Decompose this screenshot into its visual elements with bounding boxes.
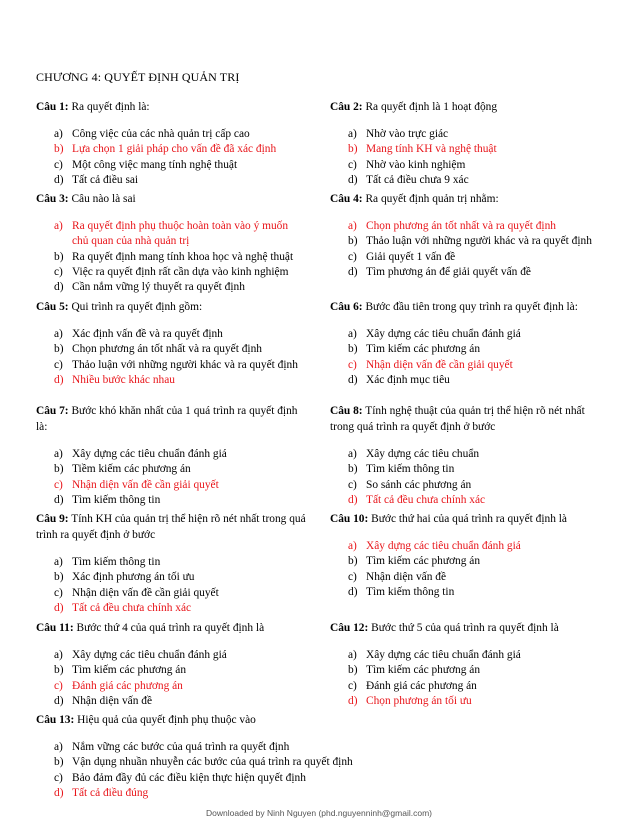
- option-text: Chọn phương án tốt nhất và ra quyết định: [366, 220, 556, 232]
- answer-option-correct: [330, 539, 600, 554]
- question-prompt: Tính nghệ thuật của quản trị thể hiện rõ nét nhất trong quá trình ra quyết định ở bước: [330, 405, 585, 433]
- option-text: Đánh giá các phương án: [72, 679, 183, 692]
- option-text: Một công việc mang tính nghệ thuật: [72, 158, 238, 171]
- option-letter: d): [348, 373, 358, 386]
- question-number: Câu 7:: [36, 405, 69, 417]
- option-letter: a): [348, 448, 357, 460]
- option-letter: d): [54, 786, 64, 799]
- answer-option: [36, 555, 306, 570]
- option-text: Tất cả đều chưa chính xác: [72, 601, 192, 614]
- option-letter: a): [348, 328, 357, 340]
- option-letter: d): [348, 694, 358, 707]
- answer-option: [36, 586, 306, 601]
- answer-option: [330, 158, 600, 173]
- option-letter: c): [54, 478, 63, 491]
- option-text: Tìm kiếm thông tin: [366, 585, 455, 598]
- option-letter: d): [54, 373, 64, 386]
- question-text: [330, 620, 600, 636]
- question-5: [36, 299, 306, 388]
- answer-option: [330, 663, 600, 678]
- question-prompt: Qui trình ra quyết định gồm:: [71, 301, 203, 313]
- question-text: [330, 191, 600, 207]
- question-prompt: Ra quyết định quản trị nhằm:: [365, 193, 499, 205]
- answer-option-correct: [36, 601, 306, 616]
- answer-option: [330, 462, 600, 477]
- question-number: Câu 10:: [330, 513, 369, 525]
- option-text: Xác định phương án tối ưu: [72, 571, 195, 584]
- question-number: Câu 2:: [330, 101, 363, 113]
- option-text: Thảo luận với những người khác và ra quyết định: [366, 235, 592, 248]
- option-letter: c): [348, 158, 357, 171]
- question-prompt: Bước khó khăn nhất của 1 quá trình ra quyết định là:: [36, 405, 298, 433]
- option-letter: c): [348, 570, 357, 583]
- option-letter: b): [348, 463, 358, 476]
- option-text: Công việc của các nhà quản trị cấp cao: [72, 128, 250, 140]
- answer-option: [36, 663, 306, 678]
- option-text: Nhờ vào trực giác: [366, 128, 449, 140]
- option-text: Xây dựng các tiêu chuẩn đánh giá: [366, 649, 521, 661]
- answer-option: [330, 342, 600, 357]
- option-letter: c): [348, 250, 357, 263]
- question-text: [330, 299, 600, 315]
- answer-option: [330, 127, 600, 142]
- question-text: [36, 299, 306, 315]
- answer-option-correct: [330, 358, 600, 373]
- answer-option: [330, 234, 600, 249]
- answer-option-correct: [36, 142, 306, 157]
- question-7: [36, 403, 306, 508]
- option-letter: a): [54, 448, 63, 460]
- option-text: Nhận diện vấn đề: [72, 694, 153, 707]
- question-prompt: Câu nào là sai: [71, 193, 136, 205]
- option-letter: b): [54, 250, 64, 263]
- answer-options: [36, 127, 306, 188]
- option-text: Ra quyết định phụ thuộc hoàn toàn vào ý muốn chủ quan của nhà quản trị: [72, 220, 289, 248]
- option-text: Vận dụng nhuần nhuyễn các bước của quá trình ra quyết định: [72, 756, 353, 769]
- question-text: [330, 403, 600, 435]
- option-text: Tiềm kiếm các phương án: [72, 463, 191, 476]
- answer-option: [36, 771, 596, 786]
- option-text: Tìm kiếm thông tin: [72, 493, 161, 506]
- question-text: [36, 403, 306, 435]
- option-text: So sánh các phương án: [366, 478, 472, 491]
- option-text: Giải quyết 1 vấn đề: [366, 250, 456, 263]
- option-text: Việc ra quyết định rất cần dựa vào kinh nghiệm: [72, 265, 289, 278]
- answer-options: [330, 127, 600, 188]
- answer-option-correct: [330, 493, 600, 508]
- option-text: Xây dựng các tiêu chuẩn đánh giá: [72, 448, 227, 460]
- option-text: Chọn phương án tốt nhất và ra quyết định: [72, 343, 262, 356]
- answer-option: [36, 158, 306, 173]
- option-letter: a): [348, 540, 357, 552]
- answer-options: [330, 539, 600, 600]
- question-prompt: Bước thứ hai của quá trình ra quyết định là: [371, 513, 567, 525]
- question-number: Câu 4:: [330, 193, 363, 205]
- answer-option: [36, 358, 306, 373]
- question-number: Câu 8:: [330, 405, 363, 417]
- answer-options: [36, 740, 596, 801]
- option-letter: c): [54, 265, 63, 278]
- answer-option-correct: [330, 694, 600, 709]
- answer-option: [36, 570, 306, 585]
- answer-option: [330, 447, 600, 462]
- question-text: [330, 511, 600, 527]
- option-text: Tất cả điều đúng: [72, 786, 149, 799]
- answer-option-correct: [36, 373, 306, 388]
- answer-option: [330, 265, 600, 280]
- option-text: Tìm kiếm thông tin: [72, 556, 161, 568]
- answer-option: [330, 585, 600, 600]
- question-number: Câu 3:: [36, 193, 69, 205]
- question-text: [36, 99, 306, 115]
- option-text: Cần nắm vững lý thuyết ra quyết định: [72, 281, 245, 294]
- question-prompt: Bước thứ 4 của quá trình ra quyết định là: [76, 622, 265, 634]
- option-letter: d): [54, 694, 64, 707]
- question-text: [330, 99, 600, 115]
- answer-option: [330, 554, 600, 569]
- answer-option: [330, 373, 600, 388]
- answer-option-correct: [330, 219, 600, 234]
- option-text: Thảo luận với những người khác và ra quyết định: [72, 358, 298, 371]
- option-letter: d): [54, 493, 64, 506]
- option-letter: b): [54, 143, 64, 156]
- option-text: Tìm kiếm các phương án: [366, 664, 481, 677]
- option-text: Mang tính KH và nghệ thuật: [366, 143, 497, 156]
- option-text: Xây dựng các tiêu chuẩn: [366, 448, 480, 460]
- question-prompt: Ra quyết định là 1 hoạt động: [365, 101, 498, 113]
- answer-option: [330, 250, 600, 265]
- question-6: [330, 299, 600, 388]
- option-letter: b): [348, 143, 358, 156]
- question-text: [36, 191, 306, 207]
- answer-option: [36, 327, 306, 342]
- question-11: [36, 620, 306, 709]
- answer-option: [36, 265, 306, 280]
- option-text: Nhận diện vấn đề cần giải quyết: [366, 358, 513, 371]
- option-letter: c): [54, 586, 63, 599]
- option-letter: c): [54, 158, 63, 171]
- option-text: Tất cả đều chưa chính xác: [366, 493, 486, 506]
- answer-option: [330, 173, 600, 188]
- answer-option: [330, 648, 600, 663]
- question-number: Câu 13:: [36, 714, 75, 726]
- option-letter: a): [54, 741, 63, 753]
- question-12: [330, 620, 600, 709]
- option-text: Đánh giá các phương án: [366, 679, 477, 692]
- answer-option: [330, 478, 600, 493]
- option-letter: c): [54, 358, 63, 371]
- option-letter: d): [348, 173, 358, 186]
- option-letter: b): [54, 463, 64, 476]
- option-letter: c): [54, 679, 63, 692]
- option-letter: a): [54, 128, 63, 140]
- option-text: Tìm kiếm các phương án: [72, 664, 187, 677]
- option-text: Bảo đảm đầy đủ các điều kiện thực hiện quyết định: [72, 771, 306, 784]
- question-10: [330, 511, 600, 600]
- option-letter: b): [54, 571, 64, 584]
- option-letter: c): [348, 358, 357, 371]
- option-text: Tìm kiếm các phương án: [366, 555, 481, 568]
- option-letter: d): [348, 265, 358, 278]
- option-letter: b): [348, 235, 358, 248]
- answer-option: [36, 740, 596, 755]
- option-text: Xây dựng các tiêu chuẩn đánh giá: [366, 328, 521, 340]
- answer-option: [330, 570, 600, 585]
- answer-options: [36, 648, 306, 709]
- question-4: [330, 191, 600, 280]
- answer-option: [36, 694, 306, 709]
- answer-option: [36, 127, 306, 142]
- option-letter: d): [54, 601, 64, 614]
- question-text: [36, 620, 306, 636]
- option-text: Chọn phương án tối ưu: [366, 694, 472, 707]
- answer-options: [330, 219, 600, 280]
- option-letter: b): [348, 343, 358, 356]
- option-letter: d): [54, 173, 64, 186]
- question-number: Câu 12:: [330, 622, 369, 634]
- answer-option-correct: [36, 219, 306, 250]
- option-letter: a): [348, 128, 357, 140]
- answer-options: [330, 327, 600, 388]
- download-footer: Downloaded by Ninh Nguyen (phd.nguyenninh@gmail.com): [206, 808, 432, 818]
- answer-option-correct: [36, 786, 596, 801]
- option-text: Nhiều bước khác nhau: [72, 373, 175, 386]
- option-letter: a): [54, 328, 63, 340]
- answer-option: [330, 679, 600, 694]
- answer-option: [36, 280, 306, 295]
- option-text: Xây dựng các tiêu chuẩn đánh giá: [72, 649, 227, 661]
- option-text: Lựa chọn 1 giải pháp cho vấn đề đã xác định: [72, 143, 277, 156]
- option-text: Tất cả điều sai: [72, 173, 139, 186]
- answer-options: [330, 648, 600, 709]
- question-prompt: Ra quyết định là:: [71, 101, 150, 113]
- option-text: Nhờ vào kinh nghiệm: [366, 158, 466, 171]
- option-letter: c): [54, 771, 63, 784]
- answer-options: [36, 555, 306, 616]
- option-letter: b): [54, 343, 64, 356]
- option-text: Nhận diện vấn đề cần giải quyết: [72, 586, 219, 599]
- option-text: Xác định vấn đề và ra quyết định: [72, 328, 223, 340]
- question-text: [36, 511, 306, 543]
- option-letter: a): [348, 220, 357, 232]
- question-8: [330, 403, 600, 508]
- question-3: [36, 191, 306, 295]
- option-text: Xác định mục tiêu: [366, 373, 450, 386]
- answer-option: [36, 648, 306, 663]
- option-letter: b): [348, 555, 358, 568]
- answer-options: [36, 327, 306, 388]
- question-2: [330, 99, 600, 188]
- question-prompt: Hiệu quả của quyết định phụ thuộc vào: [77, 714, 256, 726]
- answer-option: [36, 493, 306, 508]
- answer-options: [36, 447, 306, 508]
- answer-option: [330, 327, 600, 342]
- answer-option-correct: [330, 142, 600, 157]
- question-number: Câu 1:: [36, 101, 69, 113]
- question-prompt: Bước đầu tiên trong quy trình ra quyết định là:: [365, 301, 578, 313]
- answer-option-correct: [36, 478, 306, 493]
- question-number: Câu 11:: [36, 622, 74, 634]
- option-letter: d): [348, 493, 358, 506]
- option-text: Nắm vững các bước của quá trình ra quyết định: [72, 741, 290, 753]
- option-letter: d): [54, 281, 64, 294]
- question-prompt: Tính KH của quản trị thể hiện rõ nét nhất trong quá trình ra quyết định ở bước: [36, 513, 306, 541]
- option-text: Tìm phương án để giải quyết vấn đề: [366, 265, 531, 278]
- question-text: [36, 712, 596, 728]
- option-text: Xây dựng các tiêu chuẩn đánh giá: [366, 540, 521, 552]
- option-text: Nhận diện vấn đề: [366, 570, 447, 583]
- question-number: Câu 6:: [330, 301, 363, 313]
- option-letter: a): [54, 649, 63, 661]
- answer-option: [36, 342, 306, 357]
- option-text: Nhận diện vấn đề cần giải quyết: [72, 478, 219, 491]
- answer-options: [330, 447, 600, 508]
- option-text: Tìm kiếm các phương án: [366, 343, 481, 356]
- option-letter: a): [348, 649, 357, 661]
- option-letter: a): [54, 556, 63, 568]
- option-text: Ra quyết định mang tính khoa học và nghệ thuật: [72, 250, 294, 263]
- option-letter: b): [348, 664, 358, 677]
- answer-option: [36, 462, 306, 477]
- answer-option-correct: [36, 679, 306, 694]
- option-text: Tìm kiếm thông tin: [366, 463, 455, 476]
- question-prompt: Bước thứ 5 của quá trình ra quyết định là: [371, 622, 559, 634]
- option-letter: b): [54, 756, 64, 769]
- answer-option: [36, 755, 596, 770]
- question-number: Câu 9:: [36, 513, 69, 525]
- answer-options: [36, 219, 306, 295]
- question-number: Câu 5:: [36, 301, 69, 313]
- option-letter: c): [348, 679, 357, 692]
- option-letter: d): [348, 585, 358, 598]
- question-13: [36, 712, 596, 801]
- answer-option: [36, 250, 306, 265]
- option-letter: c): [348, 478, 357, 491]
- question-9: [36, 511, 306, 616]
- chapter-title: CHƯƠNG 4: QUYẾT ĐỊNH QUẢN TRỊ: [36, 70, 240, 84]
- option-text: Tất cả điều chưa 9 xác: [366, 173, 469, 186]
- answer-option: [36, 173, 306, 188]
- option-letter: b): [54, 664, 64, 677]
- answer-option: [36, 447, 306, 462]
- question-1: [36, 99, 306, 188]
- option-letter: a): [54, 220, 63, 232]
